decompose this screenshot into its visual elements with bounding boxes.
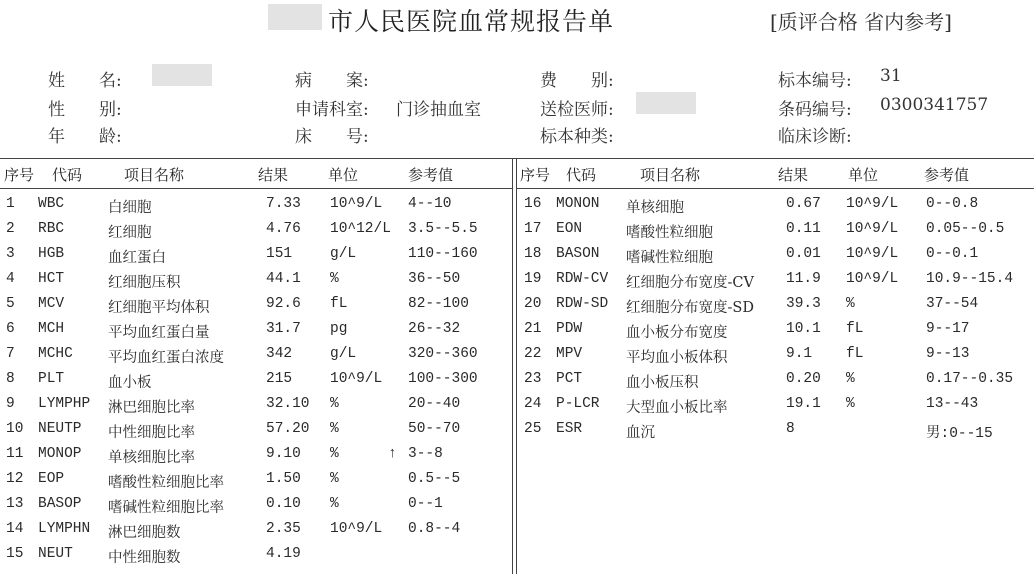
row-result: 9.10 bbox=[266, 446, 301, 462]
ward-label: 病 案: bbox=[295, 71, 369, 91]
barcode-label: 条码编号: bbox=[778, 100, 852, 120]
row-code: RDW-CV bbox=[556, 271, 609, 287]
row-unit: % bbox=[330, 446, 339, 462]
row-code: BASON bbox=[556, 246, 600, 262]
row-unit: % bbox=[330, 396, 339, 412]
row-unit: % bbox=[330, 471, 339, 487]
dept-label: 申请科室: bbox=[295, 100, 369, 120]
header-unit: 单位 bbox=[848, 166, 879, 184]
sample-no-label: 标本编号: bbox=[778, 71, 852, 91]
header-seq: 序号 bbox=[4, 166, 35, 184]
row-name: 平均血红蛋白量 bbox=[108, 325, 210, 341]
row-code: MCV bbox=[38, 296, 65, 312]
row-name: 大型血小板比率 bbox=[626, 400, 728, 416]
row-name: 嗜碱性粒细胞 bbox=[626, 250, 713, 266]
row-result: 4.19 bbox=[266, 546, 301, 562]
row-ref: 0.5--5 bbox=[408, 471, 461, 487]
row-ref: 4--10 bbox=[408, 196, 452, 212]
row-seq: 13 bbox=[6, 496, 24, 512]
row-name: 单核细胞比率 bbox=[108, 450, 195, 466]
row-seq: 11 bbox=[6, 446, 24, 462]
header-name: 项目名称 bbox=[124, 166, 185, 184]
row-unit: 10^9/L bbox=[846, 246, 899, 262]
row-result: 57.20 bbox=[266, 421, 310, 437]
header-unit: 单位 bbox=[328, 166, 359, 184]
row-result: 0.20 bbox=[786, 371, 821, 387]
row-seq: 3 bbox=[6, 246, 15, 262]
row-unit: % bbox=[330, 496, 339, 512]
left-header-rule bbox=[0, 188, 512, 189]
row-seq: 16 bbox=[524, 196, 542, 212]
table-top-rule bbox=[0, 158, 1034, 159]
doctor-label: 送检医师: bbox=[540, 100, 614, 120]
row-unit: fL bbox=[846, 321, 864, 337]
row-seq: 10 bbox=[6, 421, 24, 437]
row-ref: 3.5--5.5 bbox=[408, 221, 478, 237]
row-ref: 50--70 bbox=[408, 421, 461, 437]
row-result: 2.35 bbox=[266, 521, 301, 537]
row-code: P-LCR bbox=[556, 396, 600, 412]
row-unit: 10^9/L bbox=[330, 196, 383, 212]
row-unit: 10^9/L bbox=[330, 371, 383, 387]
row-seq: 17 bbox=[524, 221, 542, 237]
row-ref: 10.9--15.4 bbox=[926, 271, 1014, 287]
report-title: 市人民医院血常规报告单 bbox=[328, 7, 615, 36]
row-name: 嗜酸性粒细胞比率 bbox=[108, 475, 224, 491]
row-ref: 320--360 bbox=[408, 346, 478, 362]
gender-label: 性 别: bbox=[48, 100, 122, 120]
row-seq: 4 bbox=[6, 271, 15, 287]
row-ref: 82--100 bbox=[408, 296, 469, 312]
row-ref: 3--8 bbox=[408, 446, 443, 462]
row-name: 红细胞分布宽度-SD bbox=[626, 300, 754, 316]
row-code: LYMPHP bbox=[38, 396, 91, 412]
row-result: 0.10 bbox=[266, 496, 301, 512]
row-result: 0.67 bbox=[786, 196, 821, 212]
row-code: PDW bbox=[556, 321, 583, 337]
row-seq: 20 bbox=[524, 296, 542, 312]
row-name: 血小板分布宽度 bbox=[626, 325, 728, 341]
sample-type-label: 标本种类: bbox=[540, 127, 614, 147]
row-result: 0.01 bbox=[786, 246, 821, 262]
row-ref: 0.05--0.5 bbox=[926, 221, 1005, 237]
row-unit: % bbox=[330, 271, 339, 287]
column-divider-b bbox=[516, 158, 517, 574]
row-result: 7.33 bbox=[266, 196, 301, 212]
row-ref: 0.17--0.35 bbox=[926, 371, 1014, 387]
row-name: 红细胞压积 bbox=[108, 275, 181, 291]
row-ref: 110--160 bbox=[408, 246, 478, 262]
row-ref: 男:0--15 bbox=[926, 426, 993, 442]
row-seq: 2 bbox=[6, 221, 15, 237]
row-flag: ↑ bbox=[388, 446, 397, 462]
row-seq: 12 bbox=[6, 471, 24, 487]
row-code: HCT bbox=[38, 271, 65, 287]
row-ref: 0.8--4 bbox=[408, 521, 461, 537]
header-code: 代码 bbox=[566, 166, 597, 184]
row-code: LYMPHN bbox=[38, 521, 91, 537]
row-code: NEUT bbox=[38, 546, 73, 562]
row-code: MCH bbox=[38, 321, 65, 337]
row-code: RBC bbox=[38, 221, 65, 237]
row-unit: g/L bbox=[330, 246, 357, 262]
row-result: 1.50 bbox=[266, 471, 301, 487]
redacted-hospital-name bbox=[268, 4, 322, 30]
row-name: 平均血红蛋白浓度 bbox=[108, 350, 224, 366]
row-code: RDW-SD bbox=[556, 296, 609, 312]
row-name: 红细胞分布宽度-CV bbox=[626, 275, 754, 291]
dept-value: 门诊抽血室 bbox=[396, 100, 481, 120]
row-unit: fL bbox=[846, 346, 864, 362]
row-name: 血小板压积 bbox=[626, 375, 699, 391]
row-name: 平均血小板体积 bbox=[626, 350, 728, 366]
row-seq: 23 bbox=[524, 371, 542, 387]
row-unit: % bbox=[330, 421, 339, 437]
row-ref: 0--0.8 bbox=[926, 196, 979, 212]
row-code: ESR bbox=[556, 421, 583, 437]
row-name: 淋巴细胞比率 bbox=[108, 400, 195, 416]
row-unit: 10^9/L bbox=[846, 196, 899, 212]
row-name: 淋巴细胞数 bbox=[108, 525, 181, 541]
header-name: 项目名称 bbox=[640, 166, 701, 184]
row-unit: pg bbox=[330, 321, 348, 337]
row-code: PCT bbox=[556, 371, 583, 387]
row-ref: 0--0.1 bbox=[926, 246, 979, 262]
row-name: 单核细胞 bbox=[626, 200, 684, 216]
row-code: MONON bbox=[556, 196, 600, 212]
row-name: 中性细胞数 bbox=[108, 550, 181, 566]
row-result: 19.1 bbox=[786, 396, 821, 412]
row-unit: 10^12/L bbox=[330, 221, 391, 237]
row-code: NEUTP bbox=[38, 421, 82, 437]
row-code: MCHC bbox=[38, 346, 73, 362]
header-result: 结果 bbox=[258, 166, 289, 184]
row-result: 0.11 bbox=[786, 221, 821, 237]
row-code: PLT bbox=[38, 371, 65, 387]
row-seq: 7 bbox=[6, 346, 15, 362]
qc-note: [质评合格 省内参考] bbox=[770, 10, 952, 34]
row-seq: 19 bbox=[524, 271, 542, 287]
row-code: EOP bbox=[38, 471, 65, 487]
row-seq: 21 bbox=[524, 321, 542, 337]
row-code: HGB bbox=[38, 246, 65, 262]
row-unit: 10^9/L bbox=[846, 221, 899, 237]
row-name: 嗜碱性粒细胞比率 bbox=[108, 500, 224, 516]
row-result: 4.76 bbox=[266, 221, 301, 237]
row-ref: 26--32 bbox=[408, 321, 461, 337]
row-name: 嗜酸性粒细胞 bbox=[626, 225, 713, 241]
age-label: 年 龄: bbox=[48, 127, 122, 147]
row-result: 44.1 bbox=[266, 271, 301, 287]
row-code: WBC bbox=[38, 196, 65, 212]
header-code: 代码 bbox=[52, 166, 83, 184]
barcode-value: 0300341757 bbox=[880, 95, 989, 115]
row-unit: fL bbox=[330, 296, 348, 312]
row-result: 8 bbox=[786, 421, 795, 437]
redacted-doctor-name bbox=[636, 92, 696, 114]
bed-label: 床 号: bbox=[295, 127, 369, 147]
row-code: EON bbox=[556, 221, 583, 237]
column-divider-a bbox=[512, 158, 513, 574]
diagnosis-label: 临床诊断: bbox=[778, 127, 852, 147]
row-name: 白细胞 bbox=[108, 200, 152, 216]
header-result: 结果 bbox=[778, 166, 809, 184]
row-unit: 10^9/L bbox=[846, 271, 899, 287]
row-result: 9.1 bbox=[786, 346, 813, 362]
redacted-patient-name bbox=[152, 64, 212, 86]
row-seq: 9 bbox=[6, 396, 15, 412]
row-unit: g/L bbox=[330, 346, 357, 362]
row-seq: 5 bbox=[6, 296, 15, 312]
row-code: BASOP bbox=[38, 496, 82, 512]
row-seq: 18 bbox=[524, 246, 542, 262]
row-result: 32.10 bbox=[266, 396, 310, 412]
row-ref: 36--50 bbox=[408, 271, 461, 287]
row-name: 血小板 bbox=[108, 375, 152, 391]
row-result: 151 bbox=[266, 246, 293, 262]
row-result: 31.7 bbox=[266, 321, 301, 337]
row-name: 血沉 bbox=[626, 425, 655, 441]
header-ref: 参考值 bbox=[408, 166, 454, 184]
row-code: MPV bbox=[556, 346, 583, 362]
row-seq: 15 bbox=[6, 546, 24, 562]
row-seq: 1 bbox=[6, 196, 15, 212]
row-code: MONOP bbox=[38, 446, 82, 462]
row-seq: 6 bbox=[6, 321, 15, 337]
header-seq: 序号 bbox=[520, 166, 551, 184]
row-name: 中性细胞比率 bbox=[108, 425, 195, 441]
row-ref: 9--13 bbox=[926, 346, 970, 362]
header-ref: 参考值 bbox=[924, 166, 970, 184]
row-unit: 10^9/L bbox=[330, 521, 383, 537]
row-ref: 9--17 bbox=[926, 321, 970, 337]
row-name: 血红蛋白 bbox=[108, 250, 166, 266]
row-result: 39.3 bbox=[786, 296, 821, 312]
row-unit: % bbox=[846, 296, 855, 312]
row-seq: 8 bbox=[6, 371, 15, 387]
right-header-rule bbox=[516, 188, 1034, 189]
row-result: 11.9 bbox=[786, 271, 821, 287]
sample-no-value: 31 bbox=[880, 66, 902, 86]
row-result: 342 bbox=[266, 346, 293, 362]
row-unit: % bbox=[846, 396, 855, 412]
row-ref: 37--54 bbox=[926, 296, 979, 312]
row-result: 10.1 bbox=[786, 321, 821, 337]
row-name: 红细胞 bbox=[108, 225, 152, 241]
row-seq: 25 bbox=[524, 421, 542, 437]
row-ref: 20--40 bbox=[408, 396, 461, 412]
name-label: 姓 名: bbox=[48, 71, 122, 91]
row-seq: 14 bbox=[6, 521, 24, 537]
row-ref: 100--300 bbox=[408, 371, 478, 387]
row-ref: 0--1 bbox=[408, 496, 443, 512]
row-seq: 22 bbox=[524, 346, 542, 362]
fee-label: 费 别: bbox=[540, 71, 614, 91]
row-name: 红细胞平均体积 bbox=[108, 300, 210, 316]
row-seq: 24 bbox=[524, 396, 542, 412]
row-result: 92.6 bbox=[266, 296, 301, 312]
row-result: 215 bbox=[266, 371, 293, 387]
row-unit: % bbox=[846, 371, 855, 387]
row-ref: 13--43 bbox=[926, 396, 979, 412]
